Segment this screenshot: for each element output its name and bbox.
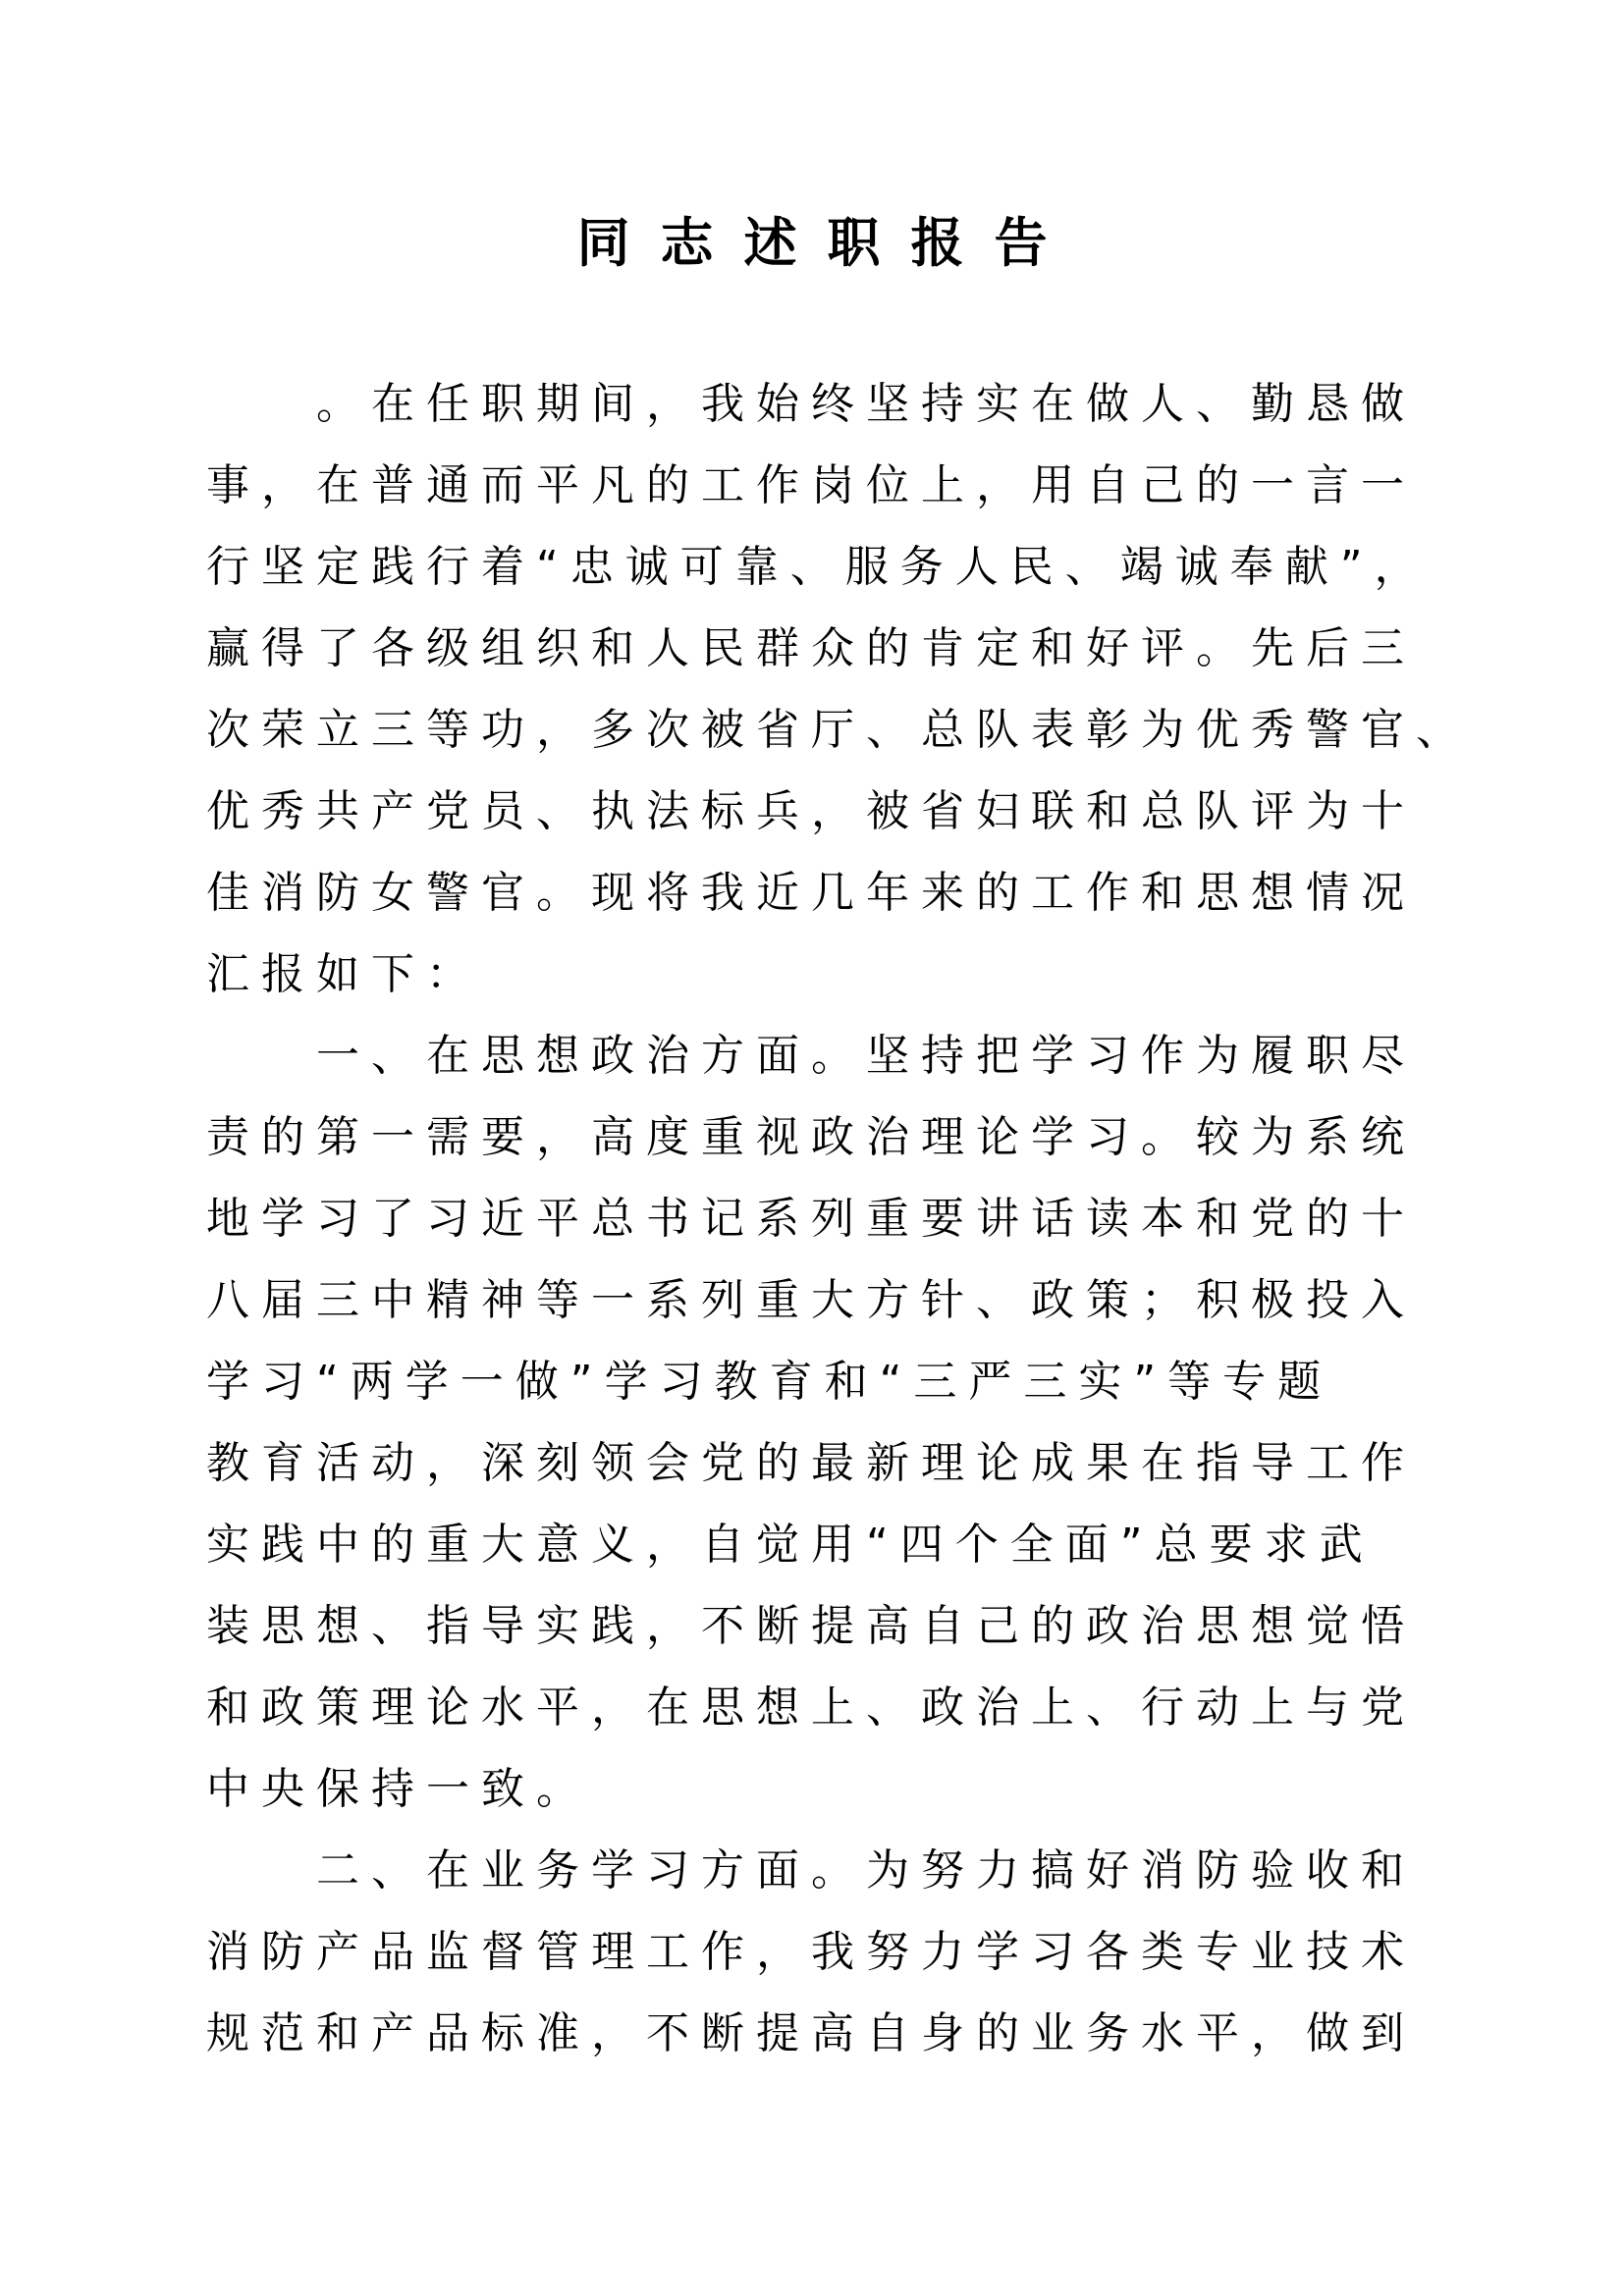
text-line: 地学习了习近平总书记系列重要讲话读本和党的十 [206,1194,1416,1244]
text-line: 。在任职期间，我始终坚持实在做人、勤恳做 [316,379,1416,429]
document-title: 同志述职报告 [576,212,1078,274]
text-line: 二、在业务学习方面。为努力搞好消防验收和 [316,1845,1416,1896]
text-line: 一、在思想政治方面。坚持把学习作为履职尽 [316,1031,1416,1081]
text-line: 事，在普通而平凡的工作岗位上，用自己的一言一 [206,460,1416,510]
text-line: 佳消防女警官。现将我近几年来的工作和思想情况 [206,868,1416,918]
text-line: 实践中的重大意义，自觉用“四个全面”总要求武 [206,1520,1375,1570]
text-line: 优秀共产党员、执法标兵，被省妇联和总队评为十 [206,786,1416,836]
text-line: 和政策理论水平，在思想上、政治上、行动上与党 [206,1682,1416,1733]
text-line: 学习“两学一做”学习教育和“三严三实”等专题 [206,1357,1333,1407]
text-line: 八届三中精神等一系列重大方针、政策；积极投入 [206,1275,1416,1325]
document-body [206,377,1471,2088]
text-line: 赢得了各级组织和人民群众的肯定和好评。先后三 [206,623,1416,673]
text-line: 装思想、指导实践，不断提高自己的政治思想觉悟 [206,1601,1416,1651]
text-line: 汇报如下： [206,949,481,999]
text-line: 次荣立三等功，多次被省厅、总队表彰为优秀警官、 [206,705,1471,755]
text-line: 规范和产品标准，不断提高自身的业务水平，做到 [206,2008,1416,2058]
text-line: 责的第一需要，高度重视政治理论学习。较为系统 [206,1112,1416,1162]
text-line: 行坚定践行着“忠诚可靠、服务人民、竭诚奉献”， [206,542,1430,592]
text-line: 中央保持一致。 [206,1764,591,1814]
text-line: 消防产品监督管理工作，我努力学习各类专业技术 [206,1927,1416,1977]
text-line: 教育活动，深刻领会党的最新理论成果在指导工作 [206,1438,1416,1488]
